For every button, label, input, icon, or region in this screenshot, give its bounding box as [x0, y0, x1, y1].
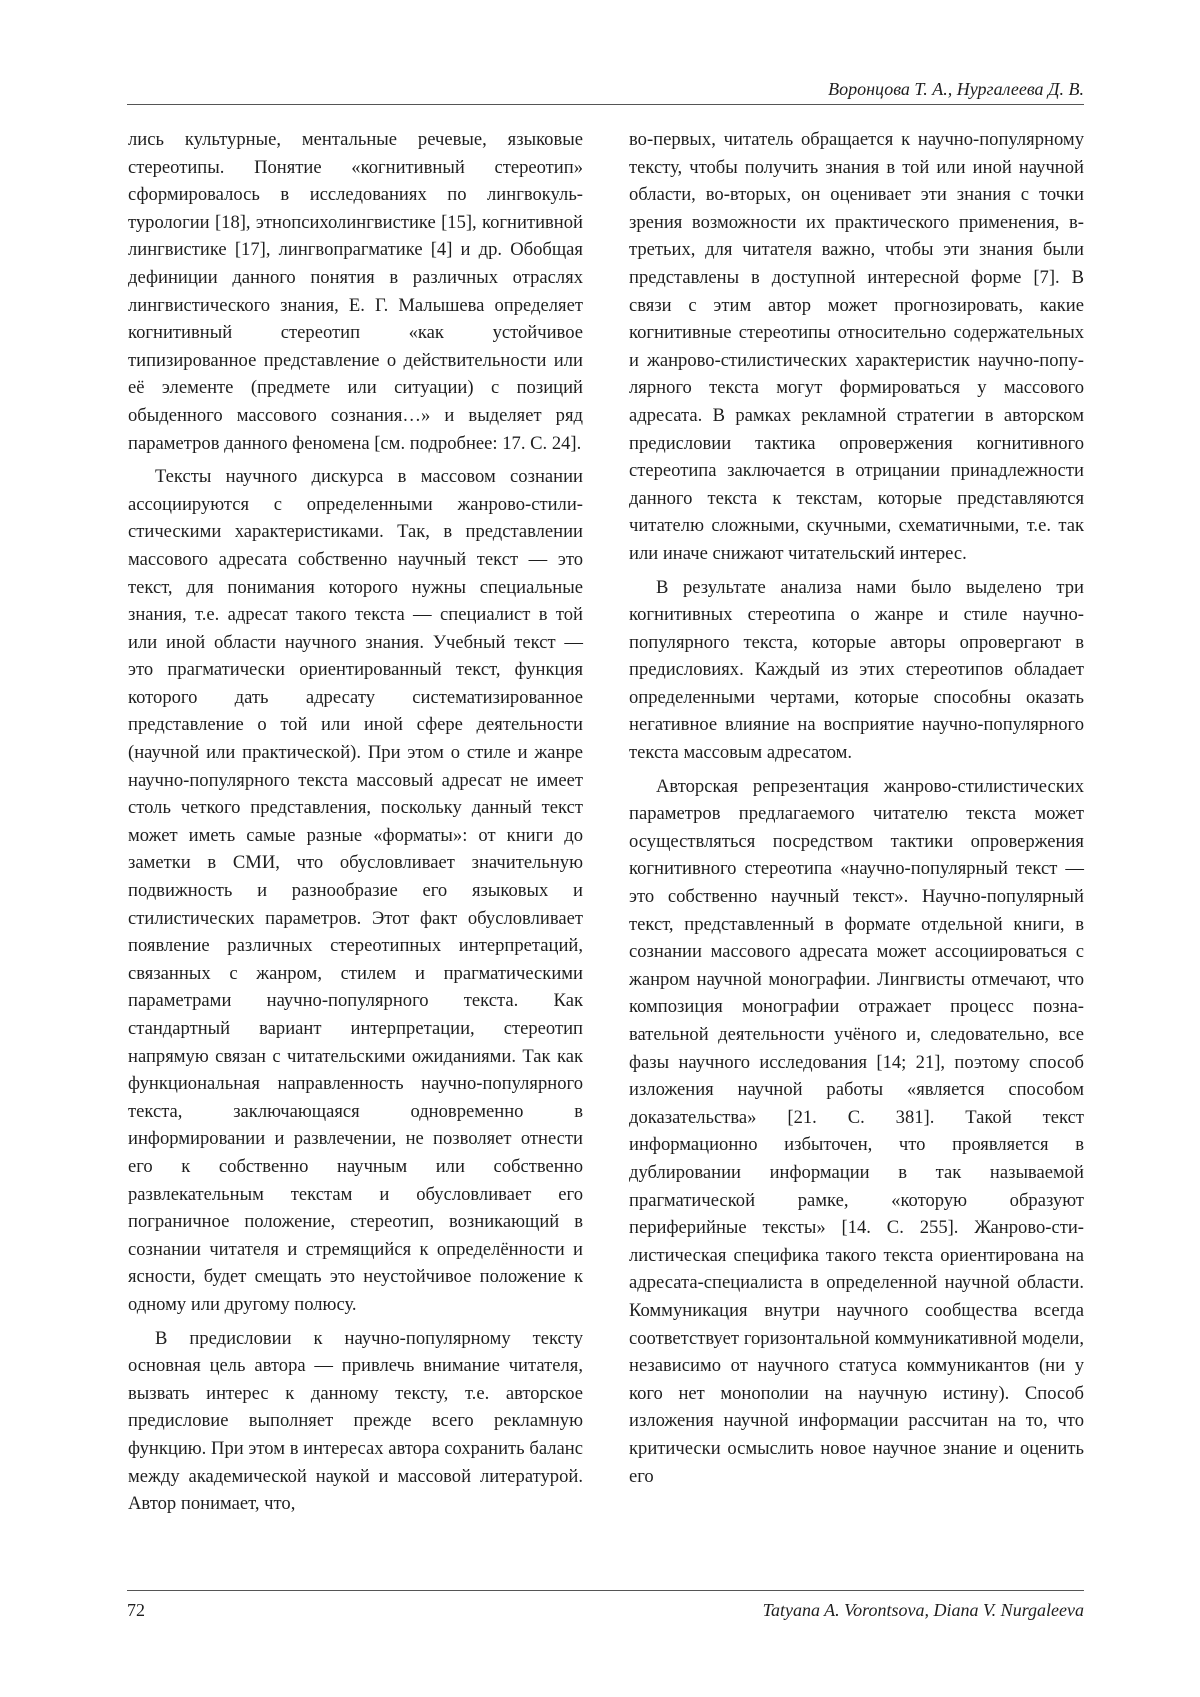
left-column: [128, 126, 583, 1524]
page-number: 72: [127, 1600, 145, 1620]
left-paragraph-3: В предисловии к научно-популярному тексту основная цель автора — привлечь внимание читателя, вызвать интерес к данному тексту, т.е. авторское предисловие выполняет прежде всего рекламную функцию. При этом в интересах автора сохранить баланс между академической наукой и массовой литературой. Автор понимает, что,: [128, 1327, 583, 1515]
header-authors: Воронцова Т. А., Нургалеева Д. В.: [828, 79, 1084, 99]
left-paragraph-1: лись культурные, ментальные речевые, языковые стереотипы. Понятие «когнитивный стереотип» сформировалось в исследованиях по лингвокультурологии [18], этнопсихолингвистике [15], когнитивной лингвистике [17], лингвопрагматике [4] и др. Обобщая дефиниции данного понятия в различных отраслях лингвистического знания, Е. Г. Малышева определяет когнитивный стереотип «как устойчивое типизированное представление о действительности или её элементе (предмете или ситуации) с позиций обыденного массового сознания…» и выделяет ряд параметров данного феномена [см. подробнее: 17. С. 24].: [128, 129, 583, 454]
right-column: [629, 126, 1084, 1496]
right-paragraph-1: во-первых, читатель обращается к научно-популярному тексту, чтобы получить знания в той или иной научной области, во-вторых, он оценивает эти знания с точки зрения возможности их практического применения, в-третьих, для читателя важно, чтобы эти знания были представлены в доступной интересной форме [7]. В связи с этим автор может прогнозировать, какие когнитивные стереотипы относительно содержательных и жанрово-стилистических характеристик научно-популярного текста могут формироваться у массового адресата. В рамках рекламной стратегии в авторском предисловии тактика опровержения когнитивного стереотипа заключается в отрицании принадлежности данного текста к текстам, которые представляются читателю сложными, скучными, схематичными, т.е. так или иначе снижают читательский интерес.: [629, 129, 1084, 564]
footer-authors: Tatyana A. Vorontsova, Diana V. Nurgaleeva: [762, 1600, 1084, 1620]
left-paragraph-2: Тексты научного дискурса в массовом сознании ассоциируются с определенными жанрово-стилистическими характеристиками. Так, в представлении массового адресата собственно научный текст — это текст, для понимания которого нужны специальные знания, т.е. адресат такого текста — специалист в той или иной области научного знания. Учебный текст — это прагматически ориентированный текст, функция которого дать адресату систематизированное представление о той или иной сфере деятельности (научной или практической). При этом о стиле и жанре научно-популярного текста массовый адресат не имеет столь четкого представления, поскольку данный текст может иметь самые разные «форматы»: от книги до заметки в СМИ, что обусловливает значительную подвижность и разнообразие его языковых и стилистических параметров. Этот факт обусловливает появление различных стереотипных интерпретаций, связанных с жанром, стилем и прагматическими параметрами научно-популярного текста. Как стандартный вариант интерпретации, стереотип напрямую связан с читательскими ожиданиями. Так как функциональная направленность научно-популярного текста, заключающаяся одновременно в информировании и развлечении, не позволяет отнести его к собственно научным или собственно развлекательным текстам и обусловливает его пограничное положение, стереотип, возникающий в сознании читателя и стремящийся к определённости и ясности, будет смещать это неустойчивое положение к одному или другому полюсу.: [128, 466, 583, 1315]
right-paragraph-3: Авторская репрезентация жанрово-стилистических параметров предлагаемого читателю текста может осуществляться посредством тактики опровержения когнитивного стереотипа «научно-популярный текст — это собственно научный текст». Научно-популярный текст, представленный в формате отдельной книги, в сознании массового адресата может ассоциироваться с жанром научной монографии. Лингвисты отмечают, что композиция монографии отражает процесс познавательной деятельности учёного и, следовательно, все фазы научного исследования [14; 21], поэтому способ изложения научной работы «является способом доказательства» [21. С. 381]. Такой текст информационно избыточен, что проявляется в дублировании информации в так называемой прагматической рамке, «которую образуют периферийные тексты» [14. С. 255]. Жанрово-стилистическая специфика такого текста ориентирована на адресата-специалиста в определенной научной области. Коммуникация внутри научного сообщества всегда соответствует горизонтальной коммуникативной модели, независимо от научного статуса коммуникантов (ни у кого нет монополии на научную истину). Способ изложения научной информации рассчитан на то, что критически осмыслить новое научное знание и оценить его: [629, 775, 1084, 1487]
right-paragraph-2: В результате анализа нами было выделено три когнитивных стереотипа о жанре и стиле научно-популярного текста, которые авторы опровергают в предисловиях. Каждый из этих стереотипов обладает определенными чертами, которые способны оказать негативное влияние на восприятие научно-популярного текста массовым адресатом.: [629, 576, 1084, 764]
running-header: [127, 78, 1084, 105]
running-footer: [127, 1590, 1084, 1620]
